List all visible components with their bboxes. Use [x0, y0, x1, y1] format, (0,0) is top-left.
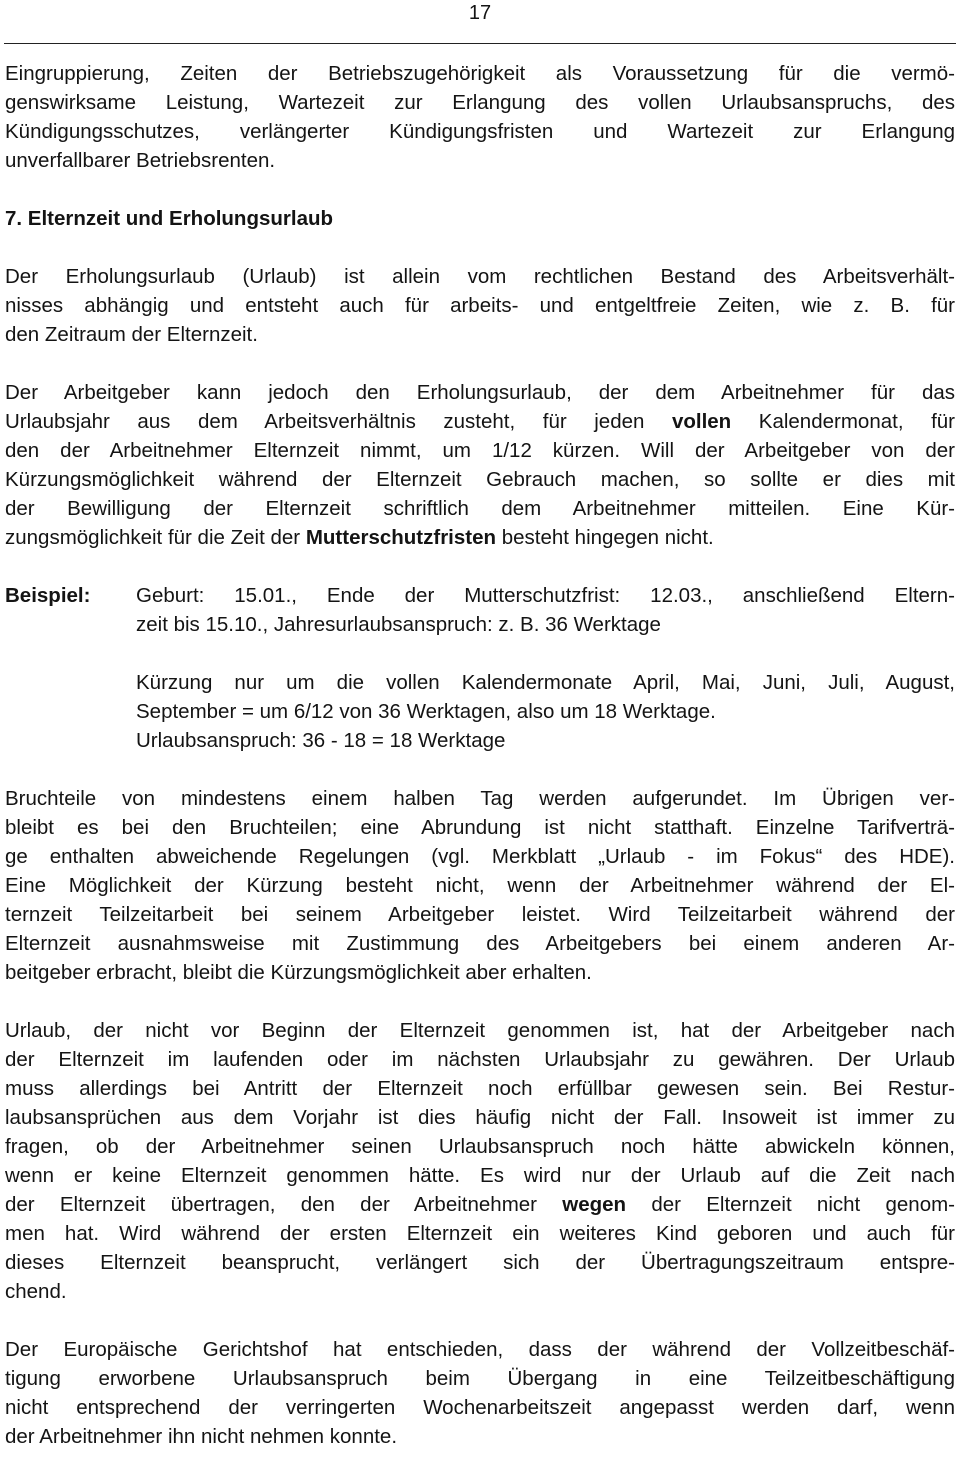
section-heading: 7. Elternzeit und Erholungsurlaub [5, 207, 334, 230]
paragraph-5 [5, 1335, 955, 1451]
text-line: zungsmöglichkeit für die Zeit der Mutterschutzfristen besteht hingegen nicht. [5, 526, 714, 549]
text-line: Eine Möglichkeit der Kürzung besteht nicht, wenn der Arbeitnehmer während der El- [5, 874, 955, 897]
intro-paragraph [5, 59, 955, 175]
page-number: 17 [468, 2, 492, 24]
text-line: Der Europäische Gerichtshof hat entschieden, dass der während der Vollzeitbeschäf- [5, 1338, 955, 1361]
text-line: Der Arbeitgeber kann jedoch den Erholungsurlaub, der dem Arbeitnehmer für das [5, 381, 955, 404]
paragraph-2 [5, 378, 955, 552]
text-line: Bruchteile von mindestens einem halben Tag werden aufgerundet. Im Übrigen ver- [5, 787, 955, 810]
emphasis-vollen: vollen [671, 410, 732, 433]
example-label: Beispiel: [5, 584, 91, 607]
text-line: unverfallbarer Betriebsrenten. [5, 149, 276, 172]
text-line: Kürzung nur um die vollen Kalendermonate April, Mai, Juni, Juli, August, [136, 671, 955, 694]
text-line: Kündigungsschutzes, verlängerter Kündigungsfristen und Wartezeit zur Erlangung [5, 120, 955, 143]
paragraph-4 [5, 1016, 955, 1306]
text-line: zeit bis 15.10., Jahresurlaubsanspruch: z. B. 36 Werktage [136, 613, 661, 636]
text-line: men hat. Wird während der ersten Elternzeit ein weiteres Kind geboren und auch für [5, 1222, 955, 1245]
text-line: beitgeber erbracht, bleibt die Kürzungsmöglichkeit aber erhalten. [5, 961, 592, 984]
emphasis-wegen: wegen [562, 1193, 627, 1216]
text-line: der Bewilligung der Elternzeit schriftlich dem Arbeitnehmer mitteilen. Eine Kür- [5, 497, 955, 520]
text-line: genswirksame Leistung, Wartezeit zur Erlangung des vollen Urlaubsanspruchs, des [5, 91, 955, 114]
emphasis-mutterschutzfristen: Mutterschutzfristen [305, 526, 497, 549]
text-line: Urlaubsjahr aus dem Arbeitsverhältnis zusteht, für jeden vollen Kalendermonat, für [5, 410, 955, 433]
text-line: nicht entsprechend der verringerten Wochenarbeitszeit angepasst werden darf, wenn [5, 1396, 955, 1419]
text-line: Geburt: 15.01., Ende der Mutterschutzfrist: 12.03., anschließend Eltern- [136, 584, 955, 607]
text-line: der Arbeitnehmer ihn nicht nehmen konnte. [5, 1425, 398, 1448]
text-line: Urlaub, der nicht vor Beginn der Elternzeit genommen ist, hat der Arbeitgeber nach [5, 1019, 955, 1042]
text-line: Eingruppierung, Zeiten der Betriebszugehörigkeit als Voraussetzung für die vermö- [5, 62, 955, 85]
text-line: chend. [5, 1280, 67, 1303]
text-line: Der Erholungsurlaub (Urlaub) ist allein vom rechtlichen Bestand des Arbeitsverhält- [5, 265, 955, 288]
example-block [5, 581, 955, 755]
paragraph-1 [5, 262, 955, 349]
text-line: bleibt es bei den Bruchteilen; eine Abrundung ist nicht statthaft. Einzelne Tarifverträ- [5, 816, 955, 839]
text-line: ternzeit Teilzeitarbeit bei seinem Arbeitgeber leistet. Wird Teilzeitarbeit während der [5, 903, 955, 926]
text-line: dieses Elternzeit beansprucht, verlängert sich der Übertragungszeitraum entspre- [5, 1251, 955, 1274]
text-line: Elternzeit ausnahmsweise mit Zustimmung des Arbeitgebers bei einem anderen Ar- [5, 932, 955, 955]
text-line: den Zeitraum der Elternzeit. [5, 323, 258, 346]
example-body [136, 581, 955, 755]
text-line: ge enthalten abweichende Regelungen (vgl. Merkblatt „Urlaub - im Fokus“ des HDE). [5, 845, 955, 868]
text-line: Urlaubsanspruch: 36 - 18 = 18 Werktage [136, 729, 506, 752]
text-line: laubsansprüchen aus dem Vorjahr ist dies häufig nicht der Fall. Insoweit ist immer zu [5, 1106, 955, 1129]
text-line: nisses abhängig und entsteht auch für arbeits- und entgeltfreie Zeiten, wie z. B. für [5, 294, 955, 317]
document-body [5, 59, 955, 1451]
paragraph-3 [5, 784, 955, 987]
text-line: den der Arbeitnehmer Elternzeit nimmt, um 1/12 kürzen. Will der Arbeitgeber von der [5, 439, 955, 462]
text-line: fragen, ob der Arbeitnehmer seinen Urlaubsanspruch noch hätte abwickeln können, [5, 1135, 955, 1158]
text-line: September = um 6/12 von 36 Werktagen, also um 18 Werktage. [136, 700, 716, 723]
header-rule [4, 43, 956, 44]
text-line: tigung erworbene Urlaubsanspruch beim Übergang in eine Teilzeitbeschäftigung [5, 1367, 955, 1390]
text-line: muss allerdings bei Antritt der Elternzeit noch erfüllbar gewesen sein. Bei Restur- [5, 1077, 955, 1100]
text-line: der Elternzeit übertragen, den der Arbeitnehmer wegen der Elternzeit nicht genom- [5, 1193, 955, 1216]
text-line: wenn er keine Elternzeit genommen hätte. Es wird nur der Urlaub auf die Zeit nach [5, 1164, 955, 1187]
text-line: Kürzungsmöglichkeit während der Elternzeit Gebrauch machen, so sollte er dies mit [5, 468, 955, 491]
text-line: der Elternzeit im laufenden oder im nächsten Urlaubsjahr zu gewähren. Der Urlaub [5, 1048, 955, 1071]
